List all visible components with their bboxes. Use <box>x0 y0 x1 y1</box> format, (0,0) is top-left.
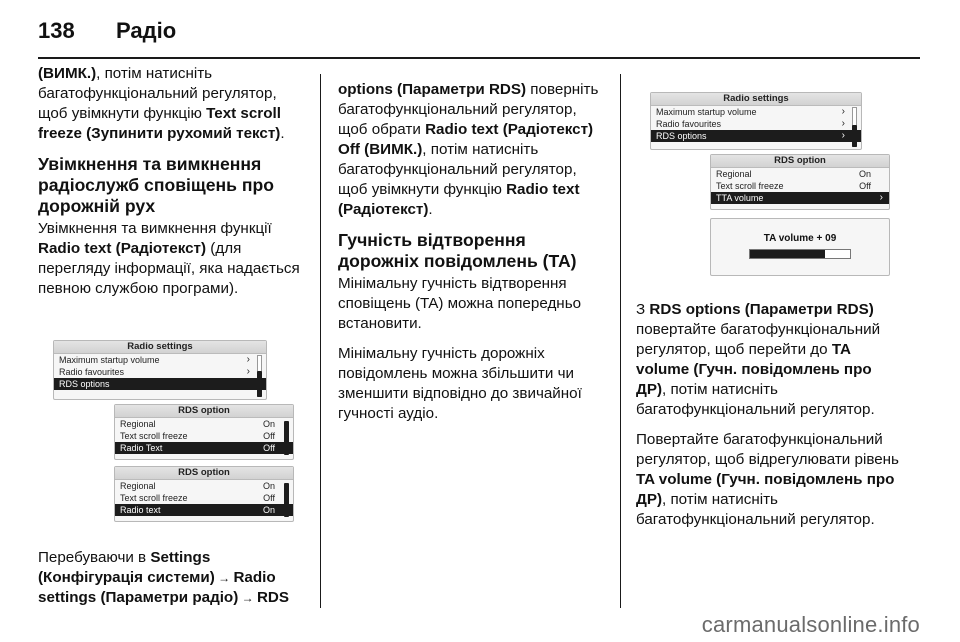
paragraph <box>38 64 300 144</box>
ta-volume-bar <box>749 249 851 259</box>
menu-item <box>651 118 861 130</box>
option-label: Text scroll freeze <box>120 431 188 441</box>
screen-title: RDS option <box>115 467 293 480</box>
option-value: On <box>858 169 871 179</box>
column-3 <box>636 300 904 540</box>
text: (для перегляду інформації, яка надається певною службою програми). <box>38 240 300 297</box>
menu-item <box>54 366 266 378</box>
column-2 <box>338 80 606 434</box>
section-heading: Гучність відтворення дорожніх повідомлень (TA) <box>338 230 577 271</box>
text: Увімкнення та вимкнення функції <box>38 220 272 237</box>
text: , потім натисніть багатофункціональний регулятор. <box>636 491 875 528</box>
section-title: Радіо <box>116 18 177 43</box>
ta-volume-fill <box>750 250 825 258</box>
option-label: Regional <box>716 169 752 179</box>
bold-term: Radio settings (Параметри радіо) <box>38 569 276 606</box>
text: , потім натисніть багатофункціональний регулятор, щоб увімкнути функцію <box>338 141 577 198</box>
arrow-icon: → <box>214 571 234 585</box>
arrow-icon: → <box>238 591 257 605</box>
chevron-right-icon: › <box>841 118 845 129</box>
paragraph <box>636 300 904 420</box>
rds-option-screen-a <box>114 404 294 460</box>
paragraph: Мінімальну гучність відтворення сповіщень (TA) можна попередньо встановити. <box>338 275 582 332</box>
text: Перебуваючи в <box>38 549 151 566</box>
chevron-right-icon: › <box>879 192 883 203</box>
option-label: Regional <box>120 419 156 429</box>
menu-item <box>651 106 861 118</box>
option-row-selected <box>711 192 889 204</box>
menu-item-selected <box>54 378 266 390</box>
option-value: On <box>262 419 275 429</box>
menu-item-label: Maximum startup volume <box>59 355 160 365</box>
text: . <box>428 201 433 218</box>
menu-item-label: Maximum startup volume <box>656 107 757 117</box>
bold-term: Radio text (Радіотекст) <box>338 181 580 218</box>
bold-term: TA volume (Гучн. повідомлень про ДР) <box>636 341 872 398</box>
column-divider-2 <box>620 74 621 608</box>
menu-item-selected <box>651 130 861 142</box>
bold-term: options (Параметри RDS) <box>338 81 527 98</box>
text: повертайте багатофункціональний регулятор, щоб перейти до <box>636 321 881 358</box>
bold-term: TA volume (Гучн. повідомлень про ДР) <box>636 471 895 508</box>
option-row <box>711 168 889 180</box>
rds-option-screen <box>710 154 890 210</box>
paragraph <box>38 219 300 299</box>
text: , потім натисніть багатофункціональний регулятор, щоб увімкнути функцію <box>38 65 277 122</box>
menu-item-label: RDS options <box>656 131 707 141</box>
scrollbar-thumb <box>284 421 289 455</box>
paragraph <box>338 80 606 220</box>
bold-term: RDS options (Параметри RDS) <box>649 301 874 318</box>
column-1-bottom <box>38 548 300 608</box>
text: , потім натисніть багатофункціональний регулятор. <box>636 381 875 418</box>
bold-term: Text scroll freeze (Зупинити рухомий текст) <box>38 105 281 142</box>
option-row <box>115 430 293 442</box>
text: З <box>636 301 650 318</box>
option-label: TTA volume <box>716 193 764 203</box>
paragraph <box>636 430 904 530</box>
option-row <box>115 492 293 504</box>
paragraph: Мінімальну гучність дорожніх повідомлень можна збільшити чи зменшити відповідно до звичайної гучності аудіо. <box>338 345 582 422</box>
text: Повертайте багатофункціональний регулятор, щоб відрегулювати рівень <box>636 431 899 468</box>
option-row <box>115 480 293 492</box>
bold-term: Settings (Конфігурація системи) <box>38 549 215 586</box>
option-row-selected <box>115 442 293 454</box>
menu-item-label: Radio favourites <box>59 367 125 377</box>
bold-term: (ВИМК.) <box>38 65 97 82</box>
option-row-selected <box>115 504 293 516</box>
text: поверніть багатофункціональний регулятор, щоб обрати <box>338 81 599 138</box>
column-divider-1 <box>320 74 321 608</box>
page-number: 138 <box>38 18 75 43</box>
section-heading: Увімкнення та вимкнення радіослужб сповіщень про дорожній рух <box>38 154 275 216</box>
radio-settings-screen <box>650 92 862 150</box>
option-value: Off <box>263 493 275 503</box>
scrollbar-thumb <box>257 371 262 397</box>
option-value: Off <box>859 181 871 191</box>
option-value: On <box>262 505 275 515</box>
figure-radio-text-screens <box>38 326 302 536</box>
bold-term: Radio text (Радіотекст) <box>38 240 207 257</box>
column-1 <box>38 64 300 309</box>
paragraph <box>38 548 300 608</box>
option-label: Text scroll freeze <box>120 493 188 503</box>
option-value: On <box>262 481 275 491</box>
option-label: Regional <box>120 481 156 491</box>
option-label: Text scroll freeze <box>716 181 784 191</box>
header-rule <box>38 57 920 59</box>
option-value: Off <box>263 443 275 453</box>
ta-volume-label: TA volume + 09 <box>763 233 837 244</box>
option-label: Radio text <box>120 505 161 515</box>
watermark[interactable]: carmanualsonline.info <box>701 612 920 637</box>
bold-term: RDS <box>256 589 290 606</box>
chevron-right-icon: › <box>841 106 845 117</box>
scrollbar-thumb <box>852 125 857 147</box>
option-row <box>711 180 889 192</box>
chevron-right-icon: › <box>246 366 250 377</box>
screen-title: Radio settings <box>54 341 266 354</box>
option-row <box>115 418 293 430</box>
ta-volume-screen <box>710 218 890 276</box>
text: . <box>280 125 285 142</box>
chevron-right-icon: › <box>246 354 250 365</box>
option-label: Radio Text <box>120 443 163 453</box>
menu-item-label: Radio favourites <box>656 119 722 129</box>
screen-title: RDS option <box>115 405 293 418</box>
menu-item <box>54 354 266 366</box>
scrollbar-thumb <box>284 483 289 517</box>
chevron-right-icon: › <box>841 130 845 141</box>
bold-term: Radio text (Радіотекст) Off (ВИМК.) <box>338 121 594 158</box>
page-header <box>38 14 920 50</box>
menu-item-label: RDS options <box>59 379 110 389</box>
option-value: Off <box>263 431 275 441</box>
figure-ta-volume-screens <box>636 78 900 290</box>
radio-settings-screen <box>53 340 267 400</box>
screen-title: RDS option <box>711 155 889 168</box>
screen-title: Radio settings <box>651 93 861 106</box>
rds-option-screen-b <box>114 466 294 522</box>
